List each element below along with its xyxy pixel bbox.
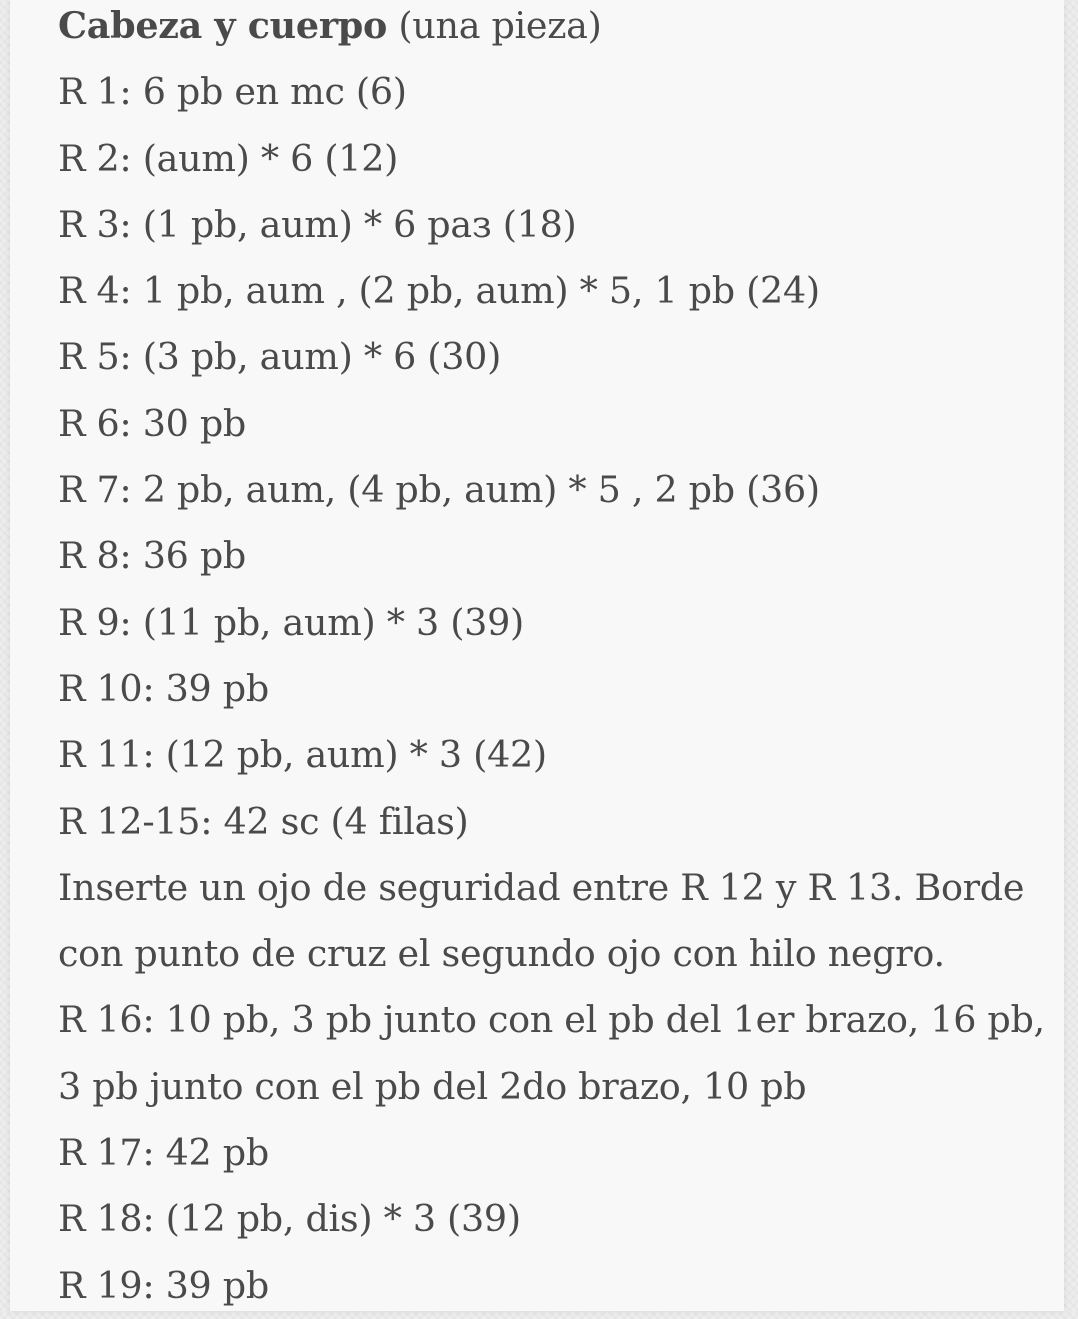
pattern-line: R 8: 36 pb <box>58 534 246 578</box>
pattern-line: R 5: (3 pb, aum) * 6 (30) <box>58 335 502 379</box>
pattern-line: R 1: 6 pb en mc (6) <box>58 70 407 114</box>
pattern-line: R 4: 1 pb, aum , (2 pb, aum) * 5, 1 pb (24) <box>58 269 820 313</box>
document-page <box>10 0 1064 1311</box>
pattern-line: R 2: (aum) * 6 (12) <box>58 136 399 180</box>
pattern-line: R 3: (1 pb, aum) * 6 раз (18) <box>58 202 577 246</box>
pattern-line: R 19: 39 pb <box>58 1263 269 1307</box>
pattern-line: R 11: (12 pb, aum) * 3 (42) <box>58 733 547 777</box>
pattern-line: R 12-15: 42 sc (4 filas) <box>58 799 469 843</box>
pattern-line: R 9: (11 pb, aum) * 3 (39) <box>58 600 524 644</box>
pattern-note-line: Inserte un ojo de seguridad entre R 12 y R 13. Borde <box>58 865 1025 909</box>
pattern-line: R 17: 42 pb <box>58 1131 269 1175</box>
pattern-line: 3 pb junto con el pb del 2do brazo, 10 pb <box>58 1064 807 1108</box>
section-heading <box>58 0 1044 59</box>
pattern-line: R 10: 39 pb <box>58 666 269 710</box>
pattern-line: R 6: 30 pb <box>58 401 246 445</box>
pattern-text <box>58 0 1044 1319</box>
pattern-line: R 7: 2 pb, aum, (4 pb, aum) * 5 , 2 pb (36) <box>58 468 820 512</box>
pattern-line: R 16: 10 pb, 3 pb junto con el pb del 1er brazo, 16 pb, <box>58 998 1045 1042</box>
heading-rest: (una pieza) <box>387 4 602 47</box>
heading-bold: Cabeza y cuerpo <box>58 4 388 47</box>
pattern-line: R 18: (12 pb, dis) * 3 (39) <box>58 1197 521 1241</box>
pattern-note-line: con punto de cruz el segundo ojo con hilo negro. <box>58 932 945 976</box>
